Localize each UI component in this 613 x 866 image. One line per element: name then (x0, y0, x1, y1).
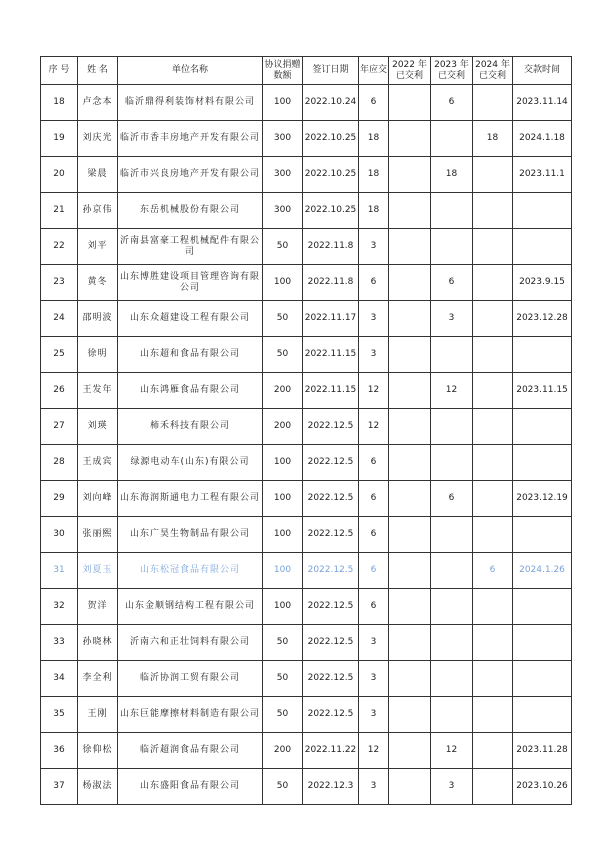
cell-y2023: 18 (431, 157, 473, 193)
cell-y2024 (473, 445, 513, 481)
cell-y2022 (389, 661, 431, 697)
cell-y2023 (431, 445, 473, 481)
cell-years: 3 (359, 301, 389, 337)
cell-amount: 50 (263, 661, 303, 697)
header-2022: 2022 年已交利 (389, 57, 431, 85)
table-row (41, 301, 572, 337)
cell-amount: 200 (263, 733, 303, 769)
cell-y2024 (473, 193, 513, 229)
cell-unit: 山东博胜建设项目管理咨询有限公司 (118, 265, 263, 301)
cell-paytime: 2024.1.26 (513, 553, 572, 589)
cell-name: 邵明波 (78, 301, 118, 337)
cell-unit: 绿源电动车(山东)有限公司 (118, 445, 263, 481)
cell-seq: 33 (41, 625, 78, 661)
cell-amount: 200 (263, 409, 303, 445)
cell-amount: 100 (263, 85, 303, 121)
cell-amount: 100 (263, 553, 303, 589)
cell-paytime: 2023.10.26 (513, 769, 572, 805)
cell-y2024 (473, 769, 513, 805)
cell-paytime: 2023.11.14 (513, 85, 572, 121)
table-row (41, 157, 572, 193)
header-name: 姓 名 (78, 57, 118, 85)
cell-years: 6 (359, 553, 389, 589)
cell-unit: 山东巨能摩擦材料制造有限公司 (118, 697, 263, 733)
cell-y2023: 3 (431, 769, 473, 805)
cell-y2023 (431, 121, 473, 157)
cell-y2024 (473, 481, 513, 517)
cell-seq: 24 (41, 301, 78, 337)
cell-y2023 (431, 517, 473, 553)
cell-name: 梁晨 (78, 157, 118, 193)
cell-amount: 200 (263, 373, 303, 409)
cell-seq: 20 (41, 157, 78, 193)
cell-y2024 (473, 229, 513, 265)
cell-seq: 23 (41, 265, 78, 301)
cell-name: 徐明 (78, 337, 118, 373)
cell-amount: 50 (263, 769, 303, 805)
cell-y2024 (473, 85, 513, 121)
cell-amount: 100 (263, 481, 303, 517)
cell-amount: 100 (263, 589, 303, 625)
cell-date: 2022.12.5 (303, 445, 359, 481)
cell-paytime (513, 697, 572, 733)
cell-y2022 (389, 193, 431, 229)
table-row (41, 517, 572, 553)
table-body (41, 85, 572, 805)
donation-table (40, 56, 572, 805)
cell-paytime (513, 661, 572, 697)
cell-amount: 300 (263, 121, 303, 157)
cell-date: 2022.12.5 (303, 697, 359, 733)
cell-y2023 (431, 337, 473, 373)
cell-paytime (513, 229, 572, 265)
cell-years: 6 (359, 517, 389, 553)
cell-y2023 (431, 625, 473, 661)
cell-seq: 29 (41, 481, 78, 517)
cell-seq: 30 (41, 517, 78, 553)
header-2024: 2024 年已交利 (473, 57, 513, 85)
cell-paytime: 2023.12.19 (513, 481, 572, 517)
cell-y2024 (473, 589, 513, 625)
table-row (41, 337, 572, 373)
cell-name: 李全利 (78, 661, 118, 697)
cell-name: 杨淑法 (78, 769, 118, 805)
cell-y2022 (389, 697, 431, 733)
cell-years: 12 (359, 373, 389, 409)
header-row (41, 57, 572, 85)
cell-paytime (513, 337, 572, 373)
table-row (41, 445, 572, 481)
cell-name: 刘瑛 (78, 409, 118, 445)
table-row (41, 769, 572, 805)
cell-paytime: 2023.11.28 (513, 733, 572, 769)
cell-unit: 沂南六和正壮饲料有限公司 (118, 625, 263, 661)
cell-seq: 37 (41, 769, 78, 805)
cell-amount: 100 (263, 445, 303, 481)
cell-unit: 山东众超建设工程有限公司 (118, 301, 263, 337)
cell-y2022 (389, 265, 431, 301)
cell-y2024 (473, 733, 513, 769)
cell-y2022 (389, 121, 431, 157)
cell-y2022 (389, 301, 431, 337)
cell-seq: 18 (41, 85, 78, 121)
cell-y2024 (473, 373, 513, 409)
cell-name: 王发年 (78, 373, 118, 409)
cell-y2023: 6 (431, 85, 473, 121)
cell-name: 贺洋 (78, 589, 118, 625)
cell-y2024 (473, 337, 513, 373)
cell-y2022 (389, 733, 431, 769)
cell-years: 6 (359, 589, 389, 625)
cell-name: 刘平 (78, 229, 118, 265)
cell-years: 3 (359, 625, 389, 661)
cell-paytime: 2024.1.18 (513, 121, 572, 157)
cell-date: 2022.12.5 (303, 589, 359, 625)
header-seq: 序 号 (41, 57, 78, 85)
cell-seq: 25 (41, 337, 78, 373)
cell-amount: 300 (263, 193, 303, 229)
cell-seq: 32 (41, 589, 78, 625)
header-years: 年应交 (359, 57, 389, 85)
cell-y2023: 12 (431, 373, 473, 409)
cell-date: 2022.12.5 (303, 481, 359, 517)
cell-paytime (513, 589, 572, 625)
cell-paytime (513, 409, 572, 445)
cell-name: 孙晓林 (78, 625, 118, 661)
cell-y2022 (389, 553, 431, 589)
cell-y2023 (431, 661, 473, 697)
cell-unit: 山东松冠食品有限公司 (118, 553, 263, 589)
cell-y2023: 12 (431, 733, 473, 769)
cell-y2024 (473, 517, 513, 553)
cell-seq: 19 (41, 121, 78, 157)
header-unit: 单位名称 (118, 57, 263, 85)
cell-unit: 东岳机械股份有限公司 (118, 193, 263, 229)
cell-date: 2022.12.5 (303, 553, 359, 589)
cell-y2024 (473, 409, 513, 445)
cell-paytime (513, 193, 572, 229)
cell-unit: 临沂市香丰房地产开发有限公司 (118, 121, 263, 157)
table-row (41, 373, 572, 409)
cell-name: 徐仰松 (78, 733, 118, 769)
cell-years: 3 (359, 769, 389, 805)
cell-y2023: 6 (431, 481, 473, 517)
cell-unit: 山东海润斯通电力工程有限公司 (118, 481, 263, 517)
cell-unit: 临沂鼎得利装饰材料有限公司 (118, 85, 263, 121)
table-row (41, 409, 572, 445)
cell-y2023 (431, 409, 473, 445)
cell-name: 孙京伟 (78, 193, 118, 229)
cell-unit: 柿禾科技有限公司 (118, 409, 263, 445)
cell-y2023 (431, 229, 473, 265)
cell-y2024 (473, 157, 513, 193)
cell-unit: 山东超和食品有限公司 (118, 337, 263, 373)
cell-y2024 (473, 697, 513, 733)
cell-paytime (513, 445, 572, 481)
cell-y2022 (389, 589, 431, 625)
cell-paytime: 2023.11.1 (513, 157, 572, 193)
cell-amount: 50 (263, 625, 303, 661)
cell-y2022 (389, 409, 431, 445)
table-row (41, 589, 572, 625)
cell-name: 刘向峰 (78, 481, 118, 517)
cell-y2024 (473, 301, 513, 337)
cell-y2022 (389, 481, 431, 517)
cell-y2022 (389, 517, 431, 553)
cell-date: 2022.11.22 (303, 733, 359, 769)
cell-unit: 临沂超润食品有限公司 (118, 733, 263, 769)
cell-date: 2022.11.15 (303, 337, 359, 373)
cell-y2023: 3 (431, 301, 473, 337)
cell-seq: 31 (41, 553, 78, 589)
cell-name: 黄冬 (78, 265, 118, 301)
header-2023: 2023 年已交利 (431, 57, 473, 85)
cell-y2022 (389, 625, 431, 661)
cell-seq: 34 (41, 661, 78, 697)
cell-seq: 35 (41, 697, 78, 733)
cell-amount: 300 (263, 157, 303, 193)
cell-unit: 山东盛阳食品有限公司 (118, 769, 263, 805)
cell-amount: 100 (263, 517, 303, 553)
cell-years: 6 (359, 445, 389, 481)
cell-years: 18 (359, 193, 389, 229)
cell-y2024 (473, 625, 513, 661)
cell-paytime (513, 625, 572, 661)
cell-y2022 (389, 337, 431, 373)
table-row (41, 121, 572, 157)
cell-date: 2022.12.5 (303, 661, 359, 697)
cell-paytime: 2023.12.28 (513, 301, 572, 337)
cell-name: 刘夏玉 (78, 553, 118, 589)
cell-name: 张丽熙 (78, 517, 118, 553)
cell-name: 王成宾 (78, 445, 118, 481)
cell-name: 卢念本 (78, 85, 118, 121)
cell-y2022 (389, 85, 431, 121)
cell-years: 18 (359, 121, 389, 157)
cell-years: 18 (359, 157, 389, 193)
cell-date: 2022.10.25 (303, 157, 359, 193)
cell-unit: 临沂市兴良房地产开发有限公司 (118, 157, 263, 193)
header-amount: 协议捐赠数额 (263, 57, 303, 85)
cell-years: 3 (359, 697, 389, 733)
cell-amount: 100 (263, 265, 303, 301)
cell-y2023 (431, 589, 473, 625)
header-date: 签订日期 (303, 57, 359, 85)
cell-years: 6 (359, 481, 389, 517)
cell-unit: 山东金顺钢结构工程有限公司 (118, 589, 263, 625)
cell-name: 王刚 (78, 697, 118, 733)
cell-years: 3 (359, 337, 389, 373)
cell-y2023 (431, 553, 473, 589)
cell-date: 2022.11.17 (303, 301, 359, 337)
table-row (41, 553, 572, 589)
cell-seq: 28 (41, 445, 78, 481)
cell-date: 2022.12.3 (303, 769, 359, 805)
cell-amount: 50 (263, 229, 303, 265)
cell-name: 刘庆光 (78, 121, 118, 157)
cell-seq: 22 (41, 229, 78, 265)
cell-years: 3 (359, 229, 389, 265)
table-row (41, 265, 572, 301)
cell-date: 2022.11.8 (303, 265, 359, 301)
cell-years: 6 (359, 265, 389, 301)
cell-years: 12 (359, 409, 389, 445)
cell-y2022 (389, 157, 431, 193)
cell-amount: 50 (263, 697, 303, 733)
cell-y2022 (389, 769, 431, 805)
table-row (41, 229, 572, 265)
table-row (41, 625, 572, 661)
cell-y2023 (431, 697, 473, 733)
cell-seq: 26 (41, 373, 78, 409)
cell-unit: 山东广昊生物制品有限公司 (118, 517, 263, 553)
cell-paytime: 2023.9.15 (513, 265, 572, 301)
cell-date: 2022.10.25 (303, 193, 359, 229)
cell-seq: 21 (41, 193, 78, 229)
cell-unit: 沂南县富豪工程机械配件有限公司 (118, 229, 263, 265)
cell-y2024 (473, 265, 513, 301)
cell-y2022 (389, 445, 431, 481)
cell-y2024 (473, 661, 513, 697)
cell-date: 2022.11.15 (303, 373, 359, 409)
cell-years: 6 (359, 85, 389, 121)
cell-date: 2022.12.5 (303, 517, 359, 553)
table-row (41, 661, 572, 697)
cell-y2024: 6 (473, 553, 513, 589)
cell-unit: 山东鸿雁食品有限公司 (118, 373, 263, 409)
cell-paytime: 2023.11.15 (513, 373, 572, 409)
cell-date: 2022.12.5 (303, 625, 359, 661)
cell-y2023: 6 (431, 265, 473, 301)
header-paytime: 交款时间 (513, 57, 572, 85)
table-row (41, 733, 572, 769)
cell-y2023 (431, 193, 473, 229)
cell-unit: 临沂协润工贸有限公司 (118, 661, 263, 697)
cell-date: 2022.12.5 (303, 409, 359, 445)
cell-years: 12 (359, 733, 389, 769)
cell-amount: 50 (263, 337, 303, 373)
cell-amount: 50 (263, 301, 303, 337)
table-row (41, 193, 572, 229)
cell-date: 2022.11.8 (303, 229, 359, 265)
cell-y2022 (389, 373, 431, 409)
table-row (41, 481, 572, 517)
table-row (41, 85, 572, 121)
cell-date: 2022.10.25 (303, 121, 359, 157)
cell-years: 3 (359, 661, 389, 697)
cell-y2022 (389, 229, 431, 265)
cell-date: 2022.10.24 (303, 85, 359, 121)
cell-seq: 27 (41, 409, 78, 445)
cell-seq: 36 (41, 733, 78, 769)
cell-paytime (513, 517, 572, 553)
table-row (41, 697, 572, 733)
cell-y2024: 18 (473, 121, 513, 157)
